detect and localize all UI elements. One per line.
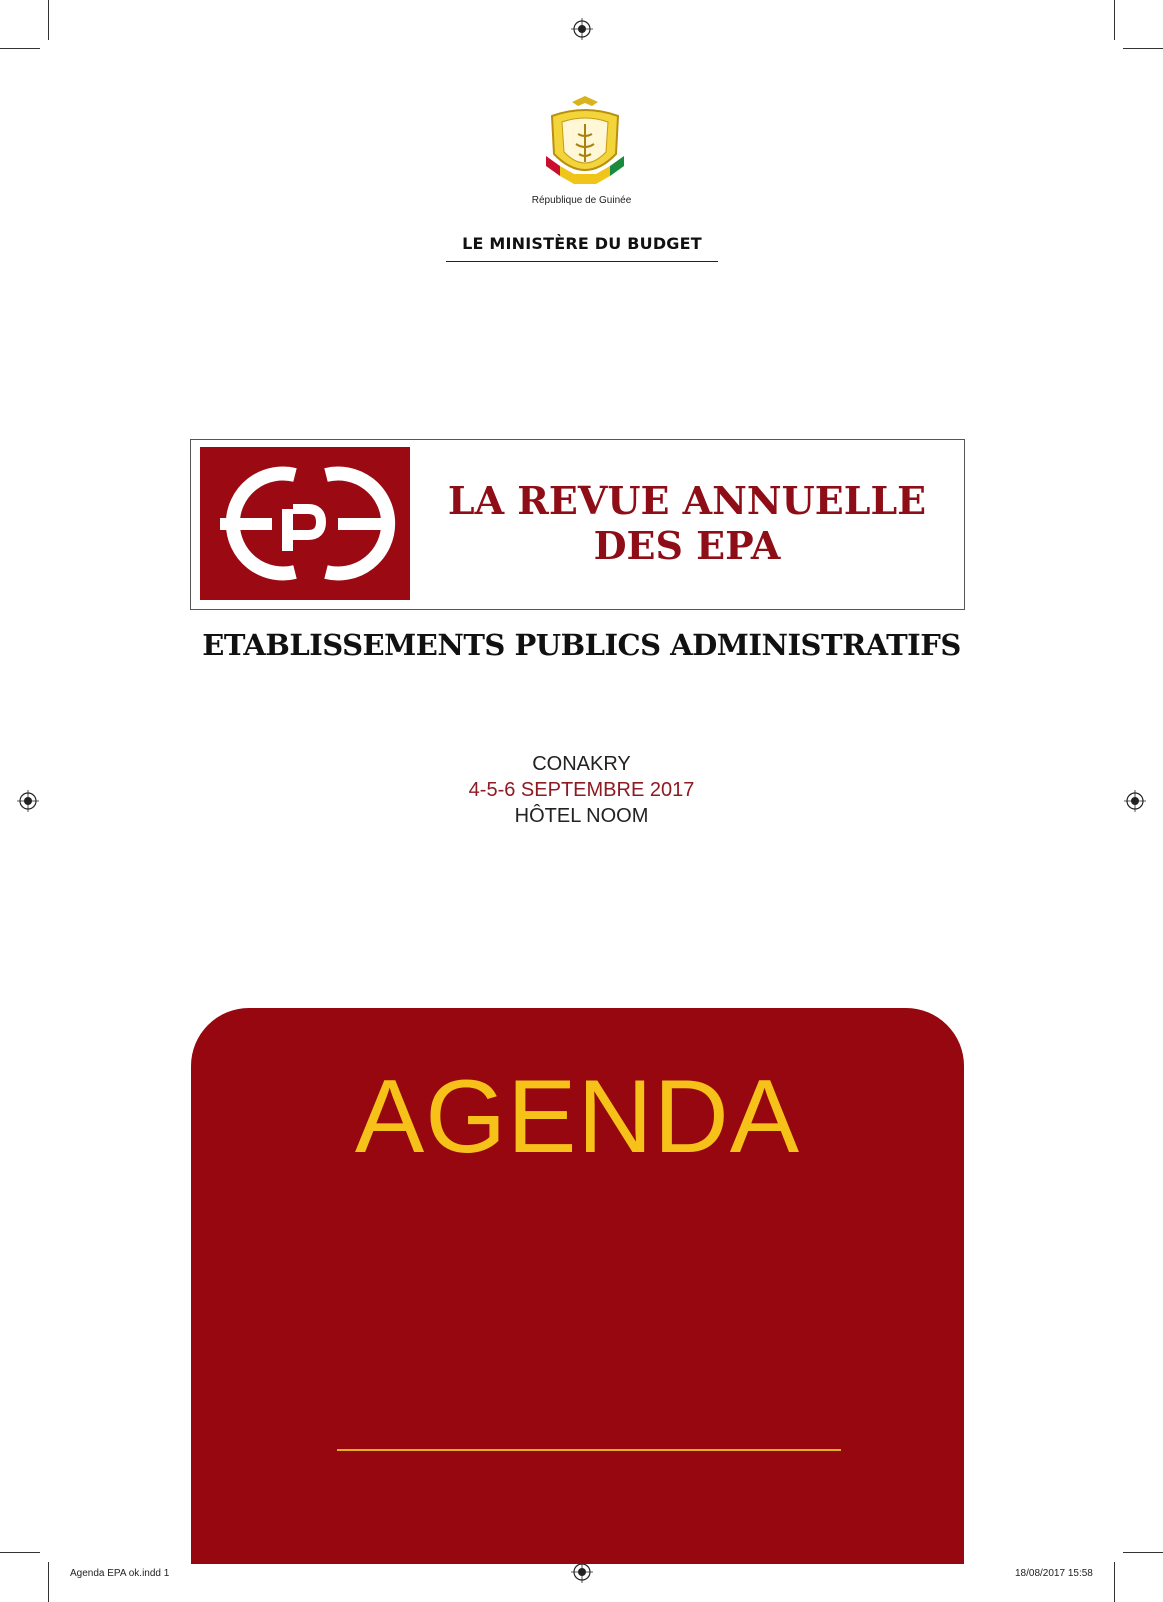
banner-title-line2: DES EPA — [593, 523, 781, 568]
epa-logo — [200, 447, 410, 600]
footer-timestamp: 18/08/2017 15:58 — [1015, 1568, 1093, 1579]
epa-logo-icon — [200, 447, 410, 600]
banner-subtitle: ETABLISSEMENTS PUBLICS ADMINISTRATIFS — [202, 628, 961, 662]
republic-label: République de Guinée — [531, 195, 632, 206]
crop-mark — [0, 48, 40, 49]
ministry-title: LE MINISTÈRE DU BUDGET — [446, 234, 718, 262]
crop-mark — [0, 1552, 40, 1553]
event-venue: HÔTEL NOOM — [514, 805, 649, 827]
agenda-title: AGENDA — [354, 1059, 801, 1175]
event-city: CONAKRY — [532, 753, 631, 775]
coat-of-arms-icon — [542, 94, 628, 190]
crop-mark — [1114, 1562, 1115, 1602]
banner-title-line1: LA REVUE ANNUELLE — [447, 478, 927, 523]
crop-mark — [1114, 0, 1115, 40]
crop-mark — [48, 1562, 49, 1602]
crop-mark — [1123, 48, 1163, 49]
divider-rule — [337, 1449, 841, 1451]
footer-file-info: Agenda EPA ok.indd 1 — [70, 1568, 170, 1579]
banner-title — [412, 478, 962, 568]
crop-mark — [48, 0, 49, 40]
registration-mark-icon — [571, 1561, 593, 1583]
registration-mark-icon — [571, 18, 593, 40]
crop-mark — [1123, 1552, 1163, 1553]
event-dates: 4-5-6 SEPTEMBRE 2017 — [468, 779, 695, 801]
